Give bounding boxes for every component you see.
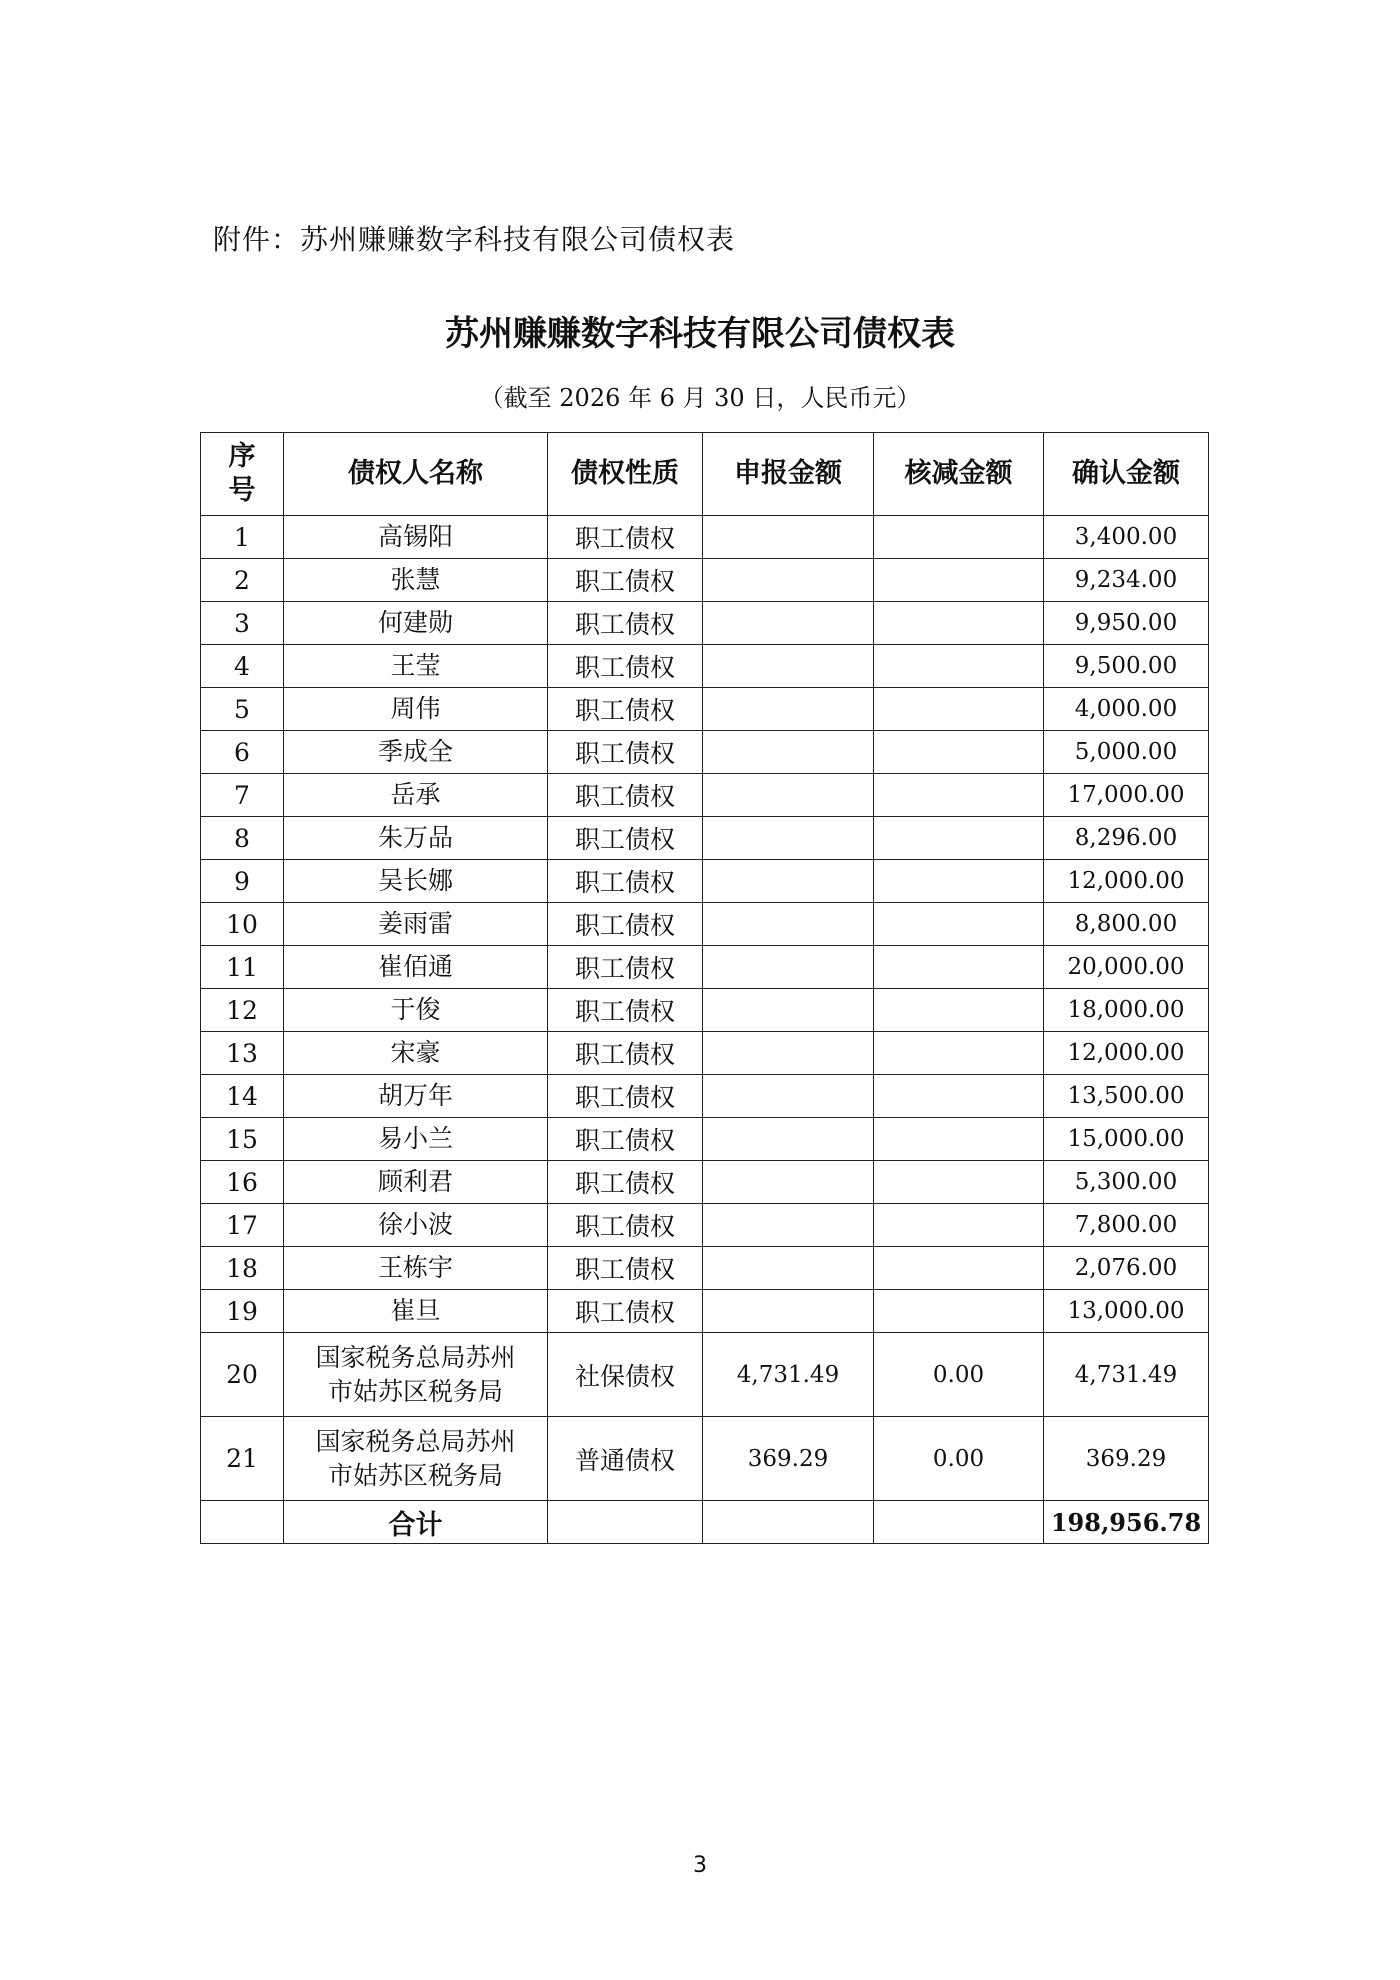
attachment-line: 附件：苏州赚赚数字科技有限公司债权表 — [213, 223, 736, 256]
row-confirmed-amount: 369.29 — [1044, 1417, 1209, 1501]
row-creditor-name — [284, 860, 548, 903]
table-row — [201, 1075, 1209, 1118]
row-confirmed-amount: 13,500.00 — [1044, 1075, 1209, 1118]
creditor-name-line1: 崔旦 — [390, 1296, 441, 1326]
row-seq: 13 — [201, 1032, 284, 1075]
row-confirmed-amount: 9,500.00 — [1044, 645, 1209, 688]
row-claim-nature: 职工债权 — [548, 559, 703, 602]
row-confirmed-amount: 12,000.00 — [1044, 1032, 1209, 1075]
header-seq-line2: 号 — [228, 475, 256, 506]
table-row — [201, 817, 1209, 860]
row-reduced-amount — [874, 559, 1044, 602]
creditor-name-line2: 市姑苏区税务局 — [327, 1376, 503, 1406]
creditor-name-line1: 岳承 — [390, 780, 441, 810]
row-reduced-amount — [874, 1161, 1044, 1204]
row-confirmed-amount: 4,000.00 — [1044, 688, 1209, 731]
creditor-name-line1: 徐小波 — [377, 1210, 453, 1240]
creditor-name-line1: 胡万年 — [377, 1081, 453, 1111]
table-row — [201, 946, 1209, 989]
creditor-name-line1: 崔佰通 — [377, 952, 453, 982]
creditor-name-line1: 王莹 — [390, 651, 441, 681]
row-seq: 3 — [201, 602, 284, 645]
row-claim-nature: 职工债权 — [548, 903, 703, 946]
creditor-name-line1: 王栋宇 — [377, 1253, 453, 1283]
row-creditor-name — [284, 1161, 548, 1204]
row-reduced-amount: 0.00 — [874, 1417, 1044, 1501]
row-seq: 6 — [201, 731, 284, 774]
total-seq-cell — [201, 1501, 284, 1544]
row-reduced-amount — [874, 731, 1044, 774]
row-reduced-amount — [874, 946, 1044, 989]
row-creditor-name — [284, 989, 548, 1032]
row-creditor-name — [284, 602, 548, 645]
row-confirmed-amount: 13,000.00 — [1044, 1290, 1209, 1333]
row-creditor-name — [284, 1204, 548, 1247]
row-claim-nature: 职工债权 — [548, 1032, 703, 1075]
row-declared-amount — [703, 559, 874, 602]
creditor-name-line1: 易小兰 — [377, 1124, 453, 1154]
creditor-name-line1: 宋豪 — [390, 1038, 441, 1068]
row-creditor-name — [284, 516, 548, 559]
row-declared-amount — [703, 774, 874, 817]
header-confirmed: 确认金额 — [1044, 433, 1209, 516]
row-confirmed-amount: 15,000.00 — [1044, 1118, 1209, 1161]
row-confirmed-amount: 5,300.00 — [1044, 1161, 1209, 1204]
header-reduced: 核减金额 — [874, 433, 1044, 516]
header-seq-line1: 序 — [228, 441, 256, 473]
row-confirmed-amount: 5,000.00 — [1044, 731, 1209, 774]
row-reduced-amount — [874, 688, 1044, 731]
row-declared-amount — [703, 1075, 874, 1118]
row-creditor-name — [284, 946, 548, 989]
row-confirmed-amount: 8,800.00 — [1044, 903, 1209, 946]
row-confirmed-amount: 8,296.00 — [1044, 817, 1209, 860]
row-declared-amount: 4,731.49 — [703, 1333, 874, 1417]
claims-table-body — [201, 516, 1209, 1501]
row-seq: 21 — [201, 1417, 284, 1501]
row-claim-nature: 职工债权 — [548, 1204, 703, 1247]
creditor-name-line1: 周伟 — [390, 694, 441, 724]
row-seq: 12 — [201, 989, 284, 1032]
row-claim-nature: 职工债权 — [548, 946, 703, 989]
row-seq: 11 — [201, 946, 284, 989]
header-creditor: 债权人名称 — [284, 433, 548, 516]
document-title: 苏州赚赚数字科技有限公司债权表 — [445, 314, 955, 354]
page-number: 3 — [693, 1853, 707, 1878]
total-nature-cell — [548, 1501, 703, 1544]
row-declared-amount — [703, 1247, 874, 1290]
row-seq: 7 — [201, 774, 284, 817]
creditor-name-line1: 国家税务总局苏州 — [315, 1426, 516, 1456]
row-declared-amount — [703, 516, 874, 559]
row-creditor-name — [284, 1290, 548, 1333]
table-row — [201, 1161, 1209, 1204]
row-reduced-amount — [874, 1204, 1044, 1247]
row-claim-nature: 社保债权 — [548, 1333, 703, 1417]
row-seq: 2 — [201, 559, 284, 602]
row-confirmed-amount: 20,000.00 — [1044, 946, 1209, 989]
row-reduced-amount — [874, 989, 1044, 1032]
row-confirmed-amount: 2,076.00 — [1044, 1247, 1209, 1290]
creditor-name-line1: 朱万品 — [377, 823, 453, 853]
row-declared-amount — [703, 989, 874, 1032]
row-creditor-name — [284, 645, 548, 688]
row-creditor-name — [284, 1118, 548, 1161]
row-claim-nature: 职工债权 — [548, 1075, 703, 1118]
row-reduced-amount — [874, 645, 1044, 688]
row-declared-amount — [703, 946, 874, 989]
row-confirmed-amount: 17,000.00 — [1044, 774, 1209, 817]
row-seq: 16 — [201, 1161, 284, 1204]
creditor-name-line1: 高锡阳 — [377, 522, 453, 552]
row-seq: 1 — [201, 516, 284, 559]
row-creditor-name — [284, 1075, 548, 1118]
row-reduced-amount — [874, 860, 1044, 903]
creditor-name-line1: 国家税务总局苏州 — [315, 1342, 516, 1372]
row-confirmed-amount: 12,000.00 — [1044, 860, 1209, 903]
total-reduced-cell — [874, 1501, 1044, 1544]
row-confirmed-amount: 3,400.00 — [1044, 516, 1209, 559]
table-row — [201, 688, 1209, 731]
row-creditor-name — [284, 774, 548, 817]
table-row — [201, 1204, 1209, 1247]
row-seq: 20 — [201, 1333, 284, 1417]
table-row — [201, 1290, 1209, 1333]
row-declared-amount — [703, 1204, 874, 1247]
row-claim-nature: 职工债权 — [548, 860, 703, 903]
table-row — [201, 903, 1209, 946]
row-seq: 15 — [201, 1118, 284, 1161]
row-creditor-name — [284, 903, 548, 946]
row-reduced-amount — [874, 516, 1044, 559]
total-label: 合计 — [284, 1501, 548, 1544]
row-declared-amount — [703, 731, 874, 774]
row-claim-nature: 职工债权 — [548, 774, 703, 817]
row-claim-nature: 职工债权 — [548, 817, 703, 860]
row-claim-nature: 职工债权 — [548, 1161, 703, 1204]
creditor-name-line2: 市姑苏区税务局 — [327, 1460, 503, 1490]
row-seq: 8 — [201, 817, 284, 860]
table-row — [201, 731, 1209, 774]
table-row — [201, 559, 1209, 602]
row-seq: 18 — [201, 1247, 284, 1290]
claims-table-footer — [201, 1501, 1209, 1544]
row-declared-amount: 369.29 — [703, 1417, 874, 1501]
row-declared-amount — [703, 1118, 874, 1161]
document-subtitle: （截至 2026 年 6 月 30 日，人民币元） — [479, 384, 921, 412]
row-reduced-amount — [874, 774, 1044, 817]
row-claim-nature: 职工债权 — [548, 602, 703, 645]
table-row — [201, 645, 1209, 688]
row-declared-amount — [703, 1032, 874, 1075]
header-nature: 债权性质 — [548, 433, 703, 516]
row-reduced-amount: 0.00 — [874, 1333, 1044, 1417]
row-confirmed-amount: 9,234.00 — [1044, 559, 1209, 602]
table-row — [201, 1417, 1209, 1501]
row-seq: 14 — [201, 1075, 284, 1118]
row-reduced-amount — [874, 1032, 1044, 1075]
row-creditor-name — [284, 1032, 548, 1075]
claims-table — [200, 432, 1209, 1544]
row-confirmed-amount: 18,000.00 — [1044, 989, 1209, 1032]
row-claim-nature: 职工债权 — [548, 731, 703, 774]
row-declared-amount — [703, 602, 874, 645]
row-reduced-amount — [874, 1290, 1044, 1333]
row-seq: 5 — [201, 688, 284, 731]
row-claim-nature: 职工债权 — [548, 1118, 703, 1161]
table-row — [201, 516, 1209, 559]
row-claim-nature: 职工债权 — [548, 1247, 703, 1290]
table-row — [201, 1333, 1209, 1417]
table-row — [201, 1032, 1209, 1075]
row-seq: 4 — [201, 645, 284, 688]
row-reduced-amount — [874, 602, 1044, 645]
table-row — [201, 1118, 1209, 1161]
row-reduced-amount — [874, 817, 1044, 860]
row-confirmed-amount: 7,800.00 — [1044, 1204, 1209, 1247]
creditor-name-line1: 顾利君 — [377, 1167, 453, 1197]
row-declared-amount — [703, 817, 874, 860]
claims-table-header — [201, 433, 1209, 516]
row-declared-amount — [703, 688, 874, 731]
row-declared-amount — [703, 645, 874, 688]
row-creditor-name — [284, 559, 548, 602]
row-reduced-amount — [874, 1075, 1044, 1118]
row-claim-nature: 职工债权 — [548, 1290, 703, 1333]
row-reduced-amount — [874, 1247, 1044, 1290]
creditor-name-line1: 何建勋 — [377, 608, 453, 638]
row-seq: 9 — [201, 860, 284, 903]
row-creditor-name — [284, 688, 548, 731]
total-declared-cell — [703, 1501, 874, 1544]
header-declared: 申报金额 — [703, 433, 874, 516]
row-creditor-name — [284, 731, 548, 774]
row-claim-nature: 职工债权 — [548, 645, 703, 688]
table-row — [201, 1247, 1209, 1290]
row-claim-nature: 职工债权 — [548, 989, 703, 1032]
creditor-name-line1: 张慧 — [390, 565, 441, 595]
row-confirmed-amount: 9,950.00 — [1044, 602, 1209, 645]
row-declared-amount — [703, 1161, 874, 1204]
row-creditor-name — [284, 1333, 548, 1417]
row-reduced-amount — [874, 1118, 1044, 1161]
row-creditor-name — [284, 1247, 548, 1290]
row-claim-nature: 普通债权 — [548, 1417, 703, 1501]
creditor-name-line1: 季成全 — [377, 737, 453, 767]
creditor-name-line1: 于俊 — [390, 995, 441, 1025]
table-row — [201, 774, 1209, 817]
total-row — [201, 1501, 1209, 1544]
row-claim-nature: 职工债权 — [548, 688, 703, 731]
row-creditor-name — [284, 817, 548, 860]
total-confirmed-amount: 198,956.78 — [1044, 1501, 1209, 1544]
row-confirmed-amount: 4,731.49 — [1044, 1333, 1209, 1417]
row-seq: 10 — [201, 903, 284, 946]
row-claim-nature: 职工债权 — [548, 516, 703, 559]
row-declared-amount — [703, 1290, 874, 1333]
row-declared-amount — [703, 903, 874, 946]
creditor-name-line1: 吴长娜 — [377, 866, 453, 896]
row-seq: 17 — [201, 1204, 284, 1247]
row-declared-amount — [703, 860, 874, 903]
row-seq: 19 — [201, 1290, 284, 1333]
row-creditor-name — [284, 1417, 548, 1501]
table-row — [201, 860, 1209, 903]
row-reduced-amount — [874, 903, 1044, 946]
table-row — [201, 989, 1209, 1032]
creditor-name-line1: 姜雨雷 — [377, 909, 453, 939]
table-row — [201, 602, 1209, 645]
header-row — [201, 433, 1209, 516]
header-seq — [201, 433, 284, 516]
